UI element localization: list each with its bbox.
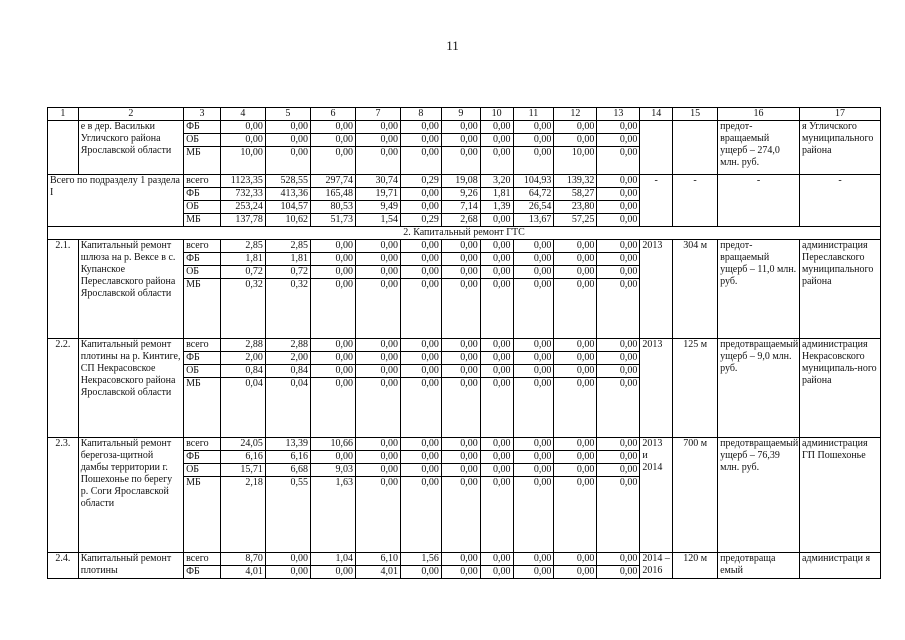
column-number: 10 [480, 108, 513, 121]
value-cell: 297,74 [310, 175, 355, 188]
value-cell: 0,00 [554, 253, 597, 266]
value-cell: 0,00 [480, 214, 513, 227]
value-cell: 104,57 [265, 201, 310, 214]
value-cell: 80,53 [310, 201, 355, 214]
value-cell: 0,00 [441, 121, 480, 134]
value-cell: 1,81 [480, 188, 513, 201]
value-cell: 2,85 [220, 240, 265, 253]
table-row [48, 339, 881, 352]
year-cell: - [640, 175, 673, 227]
value-cell: 0,00 [513, 365, 554, 378]
value-cell: 0,00 [355, 464, 400, 477]
value-cell: 0,00 [265, 121, 310, 134]
value-cell: 0,84 [265, 365, 310, 378]
responsible-cell: я Угличского муниципального района [799, 121, 880, 175]
value-cell: 10,00 [220, 147, 265, 175]
value-cell: 0,04 [220, 378, 265, 438]
table-row [48, 121, 881, 134]
value-cell: 64,72 [513, 188, 554, 201]
effect-cell: предот-вращаемый ущерб – 11,0 млн. руб. [718, 240, 800, 339]
value-cell: 13,39 [265, 438, 310, 451]
value-cell: 0,00 [513, 566, 554, 579]
column-number: 6 [310, 108, 355, 121]
column-number: 14 [640, 108, 673, 121]
column-number: 5 [265, 108, 310, 121]
value-cell: 13,67 [513, 214, 554, 227]
value-cell: 0,00 [441, 147, 480, 175]
value-cell: 0,00 [441, 464, 480, 477]
value-cell: 0,00 [310, 451, 355, 464]
value-cell: 0,00 [480, 266, 513, 279]
value-cell: 2,88 [265, 339, 310, 352]
value-cell: 0,00 [597, 464, 640, 477]
value-cell: 0,00 [400, 121, 441, 134]
value-cell: 0,00 [441, 451, 480, 464]
column-number: 17 [799, 108, 880, 121]
item-name: Капитальный ремонт плотины [78, 553, 183, 579]
value-cell: 10,62 [265, 214, 310, 227]
funding-level: всего [184, 175, 221, 188]
length-cell: - [673, 175, 718, 227]
program-table [47, 107, 881, 579]
section-title: 2. Капитальный ремонт ГТС [48, 227, 881, 240]
value-cell: 0,00 [400, 438, 441, 451]
funding-level: ФБ [184, 253, 221, 266]
value-cell: 0,00 [310, 352, 355, 365]
value-cell: 0,00 [597, 279, 640, 339]
value-cell: 0,00 [513, 253, 554, 266]
value-cell: 0,00 [513, 464, 554, 477]
item-number: 2.2. [48, 339, 79, 438]
value-cell: 0,00 [355, 266, 400, 279]
value-cell: 0,00 [480, 339, 513, 352]
value-cell: 0,00 [554, 279, 597, 339]
value-cell: 0,00 [597, 352, 640, 365]
total-row [48, 175, 881, 188]
funding-level: всего [184, 339, 221, 352]
funding-level: ФБ [184, 352, 221, 365]
value-cell: 732,33 [220, 188, 265, 201]
responsible-cell: администраци я [799, 553, 880, 579]
value-cell: 165,48 [310, 188, 355, 201]
value-cell: 0,00 [597, 147, 640, 175]
value-cell: 0,00 [441, 134, 480, 147]
year-cell: 2014 – 2016 [640, 553, 673, 579]
funding-level: МБ [184, 477, 221, 553]
value-cell: 2,00 [220, 352, 265, 365]
value-cell: 0,00 [265, 134, 310, 147]
value-cell: 0,00 [310, 121, 355, 134]
value-cell: 0,00 [355, 339, 400, 352]
value-cell: 0,00 [513, 266, 554, 279]
funding-level: всего [184, 438, 221, 451]
value-cell: 0,00 [597, 214, 640, 227]
value-cell: 2,85 [265, 240, 310, 253]
value-cell: 0,00 [480, 253, 513, 266]
value-cell: 0,00 [355, 253, 400, 266]
funding-level: ОБ [184, 201, 221, 214]
value-cell: 0,00 [310, 253, 355, 266]
length-cell [673, 121, 718, 175]
value-cell: 0,84 [220, 365, 265, 378]
value-cell: 0,00 [480, 147, 513, 175]
value-cell: 0,00 [480, 464, 513, 477]
item-number [48, 121, 79, 175]
value-cell: 15,71 [220, 464, 265, 477]
funding-level: МБ [184, 147, 221, 175]
value-cell: 0,00 [554, 438, 597, 451]
page-number: 11 [446, 38, 459, 53]
value-cell: 0,00 [400, 240, 441, 253]
value-cell: 0,00 [480, 134, 513, 147]
value-cell: 19,71 [355, 188, 400, 201]
value-cell: 0,00 [355, 365, 400, 378]
value-cell: 0,00 [400, 378, 441, 438]
responsible-cell: администрация Переславского муниципального района [799, 240, 880, 339]
value-cell: 0,00 [441, 240, 480, 253]
length-cell: 125 м [673, 339, 718, 438]
column-number: 4 [220, 108, 265, 121]
value-cell: 0,00 [355, 438, 400, 451]
value-cell: 0,00 [513, 477, 554, 553]
value-cell: 0,00 [441, 438, 480, 451]
value-cell: 0,00 [597, 553, 640, 566]
table-row [48, 438, 881, 451]
value-cell: 9,49 [355, 201, 400, 214]
value-cell: 0,00 [597, 253, 640, 266]
value-cell: 0,00 [513, 147, 554, 175]
year-cell: 2013 и 2014 [640, 438, 673, 553]
value-cell: 0,00 [597, 566, 640, 579]
value-cell: 6,16 [265, 451, 310, 464]
funding-level: МБ [184, 378, 221, 438]
value-cell: 0,00 [310, 365, 355, 378]
year-cell: 2013 [640, 339, 673, 438]
value-cell: 0,00 [220, 134, 265, 147]
value-cell: 0,00 [400, 477, 441, 553]
value-cell: 0,00 [220, 121, 265, 134]
value-cell: 0,00 [400, 451, 441, 464]
value-cell: 30,74 [355, 175, 400, 188]
value-cell: 0,00 [441, 477, 480, 553]
value-cell: 0,00 [355, 121, 400, 134]
value-cell: 0,00 [513, 134, 554, 147]
table-row [48, 240, 881, 253]
total-label: Всего по подразделу 1 раздела I [48, 175, 184, 227]
effect-cell: предотвращаемый ущерб – 76,39 млн. руб. [718, 438, 800, 553]
value-cell: 0,00 [480, 438, 513, 451]
value-cell: 0,29 [400, 175, 441, 188]
item-name: Капитальный ремонт шлюза на р. Вексе в с. Купанское Переславского района Ярославской области [78, 240, 183, 339]
value-cell: 137,78 [220, 214, 265, 227]
value-cell: 0,00 [554, 378, 597, 438]
funding-level: ФБ [184, 121, 221, 134]
value-cell: 0,00 [597, 175, 640, 188]
value-cell: 0,00 [355, 477, 400, 553]
value-cell: 0,00 [554, 553, 597, 566]
value-cell: 0,00 [554, 121, 597, 134]
value-cell: 9,26 [441, 188, 480, 201]
value-cell: 0,00 [513, 240, 554, 253]
value-cell: 0,00 [554, 566, 597, 579]
value-cell: 10,66 [310, 438, 355, 451]
value-cell: 0,00 [480, 378, 513, 438]
value-cell: 26,54 [513, 201, 554, 214]
value-cell: 0,00 [355, 279, 400, 339]
funding-level: ФБ [184, 566, 221, 579]
length-cell: 304 м [673, 240, 718, 339]
value-cell: 0,00 [355, 240, 400, 253]
value-cell: 0,00 [513, 451, 554, 464]
value-cell: 57,25 [554, 214, 597, 227]
value-cell: 0,00 [441, 378, 480, 438]
value-cell: 0,00 [400, 266, 441, 279]
value-cell: 0,00 [597, 188, 640, 201]
effect-cell: предотвращаемый ущерб – 9,0 млн. руб. [718, 339, 800, 438]
value-cell: 0,00 [355, 352, 400, 365]
value-cell: 1,81 [220, 253, 265, 266]
funding-level: ФБ [184, 188, 221, 201]
funding-level: ОБ [184, 134, 221, 147]
value-cell: 2,88 [220, 339, 265, 352]
value-cell: 0,00 [310, 266, 355, 279]
value-cell: 0,00 [310, 339, 355, 352]
value-cell: 19,08 [441, 175, 480, 188]
value-cell: 1,56 [400, 553, 441, 566]
value-cell: 0,00 [441, 352, 480, 365]
value-cell: 0,72 [220, 266, 265, 279]
value-cell: 1,04 [310, 553, 355, 566]
value-cell: 253,24 [220, 201, 265, 214]
value-cell: 0,00 [554, 365, 597, 378]
column-number: 7 [355, 108, 400, 121]
value-cell: 0,00 [554, 240, 597, 253]
value-cell: 1123,35 [220, 175, 265, 188]
value-cell: 6,68 [265, 464, 310, 477]
value-cell: 0,00 [597, 134, 640, 147]
funding-level: ОБ [184, 266, 221, 279]
value-cell: 0,00 [400, 188, 441, 201]
value-cell: 0,00 [400, 365, 441, 378]
value-cell: 139,32 [554, 175, 597, 188]
value-cell: 0,00 [400, 253, 441, 266]
value-cell: 0,00 [310, 240, 355, 253]
value-cell: 0,00 [597, 477, 640, 553]
value-cell: 0,00 [513, 553, 554, 566]
value-cell: 0,00 [480, 553, 513, 566]
value-cell: 0,55 [265, 477, 310, 553]
column-number: 2 [78, 108, 183, 121]
value-cell: 0,00 [441, 553, 480, 566]
value-cell: 0,00 [265, 566, 310, 579]
value-cell: 1,39 [480, 201, 513, 214]
funding-level: всего [184, 240, 221, 253]
funding-level: ФБ [184, 451, 221, 464]
item-name: Капитальный ремонт берегоза-щитной дамбы территории г. Пошехонье по берегу р. Соги Ярославской области [78, 438, 183, 553]
effect-cell: предот-вращаемый ущерб – 274,0 млн. руб. [718, 121, 800, 175]
section-row [48, 227, 881, 240]
value-cell: 0,00 [597, 438, 640, 451]
value-cell: 51,73 [310, 214, 355, 227]
column-number: 15 [673, 108, 718, 121]
value-cell: 0,00 [597, 121, 640, 134]
value-cell: 0,00 [513, 378, 554, 438]
value-cell: 0,29 [400, 214, 441, 227]
value-cell: 10,00 [554, 147, 597, 175]
funding-level: МБ [184, 214, 221, 227]
length-cell: 700 м [673, 438, 718, 553]
value-cell: 0,00 [480, 352, 513, 365]
funding-level: ОБ [184, 365, 221, 378]
value-cell: 0,00 [310, 134, 355, 147]
value-cell: 23,80 [554, 201, 597, 214]
value-cell: 0,00 [513, 352, 554, 365]
funding-level: ОБ [184, 464, 221, 477]
column-number: 11 [513, 108, 554, 121]
item-number: 2.3. [48, 438, 79, 553]
value-cell: 0,00 [554, 134, 597, 147]
value-cell: 0,00 [265, 553, 310, 566]
value-cell: 0,00 [441, 266, 480, 279]
value-cell: 0,00 [400, 339, 441, 352]
value-cell: 1,54 [355, 214, 400, 227]
year-cell: 2013 [640, 240, 673, 339]
value-cell: 0,00 [480, 566, 513, 579]
value-cell: 4,01 [355, 566, 400, 579]
value-cell: 0,00 [554, 339, 597, 352]
value-cell: 0,00 [355, 134, 400, 147]
column-number: 1 [48, 108, 79, 121]
value-cell: 0,00 [597, 339, 640, 352]
column-number: 13 [597, 108, 640, 121]
value-cell: 0,00 [400, 464, 441, 477]
value-cell: 0,72 [265, 266, 310, 279]
value-cell: 0,00 [441, 253, 480, 266]
column-number: 9 [441, 108, 480, 121]
value-cell: 58,27 [554, 188, 597, 201]
length-cell: 120 м [673, 553, 718, 579]
value-cell: 0,00 [597, 451, 640, 464]
value-cell: 0,00 [513, 438, 554, 451]
value-cell: 0,00 [554, 352, 597, 365]
value-cell: 0,00 [355, 451, 400, 464]
value-cell: 0,00 [513, 279, 554, 339]
column-number: 8 [400, 108, 441, 121]
value-cell: 0,00 [265, 147, 310, 175]
value-cell: 0,00 [597, 240, 640, 253]
responsible-cell: администрация ГП Пошехонье [799, 438, 880, 553]
item-name: Капитальный ремонт плотины на р. Кинтиге, СП Некрасовское Некрасовского района Ярославской области [78, 339, 183, 438]
value-cell: 0,00 [310, 147, 355, 175]
value-cell: 8,70 [220, 553, 265, 566]
value-cell: 24,05 [220, 438, 265, 451]
value-cell: 0,00 [400, 566, 441, 579]
value-cell: 1,63 [310, 477, 355, 553]
value-cell: 0,00 [441, 279, 480, 339]
value-cell: 0,00 [441, 365, 480, 378]
value-cell: 0,00 [554, 477, 597, 553]
responsible-cell: - [799, 175, 880, 227]
responsible-cell: администрация Некрасовского муниципаль-ного района [799, 339, 880, 438]
value-cell: 0,00 [400, 147, 441, 175]
year-cell [640, 121, 673, 175]
value-cell: 0,00 [554, 266, 597, 279]
value-cell: 0,00 [513, 121, 554, 134]
value-cell: 0,00 [554, 451, 597, 464]
value-cell: 3,20 [480, 175, 513, 188]
item-number: 2.1. [48, 240, 79, 339]
item-number: 2.4. [48, 553, 79, 579]
value-cell: 0,00 [480, 451, 513, 464]
value-cell: 9,03 [310, 464, 355, 477]
value-cell: 0,00 [355, 147, 400, 175]
value-cell: 0,00 [310, 566, 355, 579]
value-cell: 0,00 [513, 339, 554, 352]
value-cell: 528,55 [265, 175, 310, 188]
value-cell: 0,00 [480, 365, 513, 378]
value-cell: 1,81 [265, 253, 310, 266]
header-row [48, 108, 881, 121]
value-cell: 0,00 [441, 566, 480, 579]
column-number: 3 [184, 108, 221, 121]
value-cell: 0,00 [597, 378, 640, 438]
value-cell: 7,14 [441, 201, 480, 214]
table-row [48, 553, 881, 566]
value-cell: 0,00 [480, 279, 513, 339]
funding-level: всего [184, 553, 221, 566]
column-number: 12 [554, 108, 597, 121]
value-cell: 0,00 [597, 266, 640, 279]
value-cell: 6,16 [220, 451, 265, 464]
effect-cell: - [718, 175, 800, 227]
value-cell: 0,00 [400, 134, 441, 147]
value-cell: 0,00 [480, 477, 513, 553]
value-cell: 2,18 [220, 477, 265, 553]
value-cell: 0,00 [310, 279, 355, 339]
effect-cell: предотвраща емый [718, 553, 800, 579]
value-cell: 4,01 [220, 566, 265, 579]
value-cell: 413,36 [265, 188, 310, 201]
value-cell: 0,32 [220, 279, 265, 339]
funding-level: МБ [184, 279, 221, 339]
value-cell: 0,00 [597, 201, 640, 214]
value-cell: 0,00 [480, 121, 513, 134]
value-cell: 0,00 [355, 378, 400, 438]
value-cell: 0,00 [400, 352, 441, 365]
item-name: е в дер. Васильки Угличского района Ярославской области [78, 121, 183, 175]
value-cell: 0,00 [400, 201, 441, 214]
value-cell: 6,10 [355, 553, 400, 566]
value-cell: 0,00 [597, 365, 640, 378]
value-cell: 0,32 [265, 279, 310, 339]
value-cell: 0,04 [265, 378, 310, 438]
value-cell: 0,00 [400, 279, 441, 339]
value-cell: 0,00 [554, 464, 597, 477]
value-cell: 2,00 [265, 352, 310, 365]
value-cell: 2,68 [441, 214, 480, 227]
value-cell: 0,00 [310, 378, 355, 438]
column-number: 16 [718, 108, 800, 121]
value-cell: 0,00 [480, 240, 513, 253]
value-cell: 104,93 [513, 175, 554, 188]
value-cell: 0,00 [441, 339, 480, 352]
